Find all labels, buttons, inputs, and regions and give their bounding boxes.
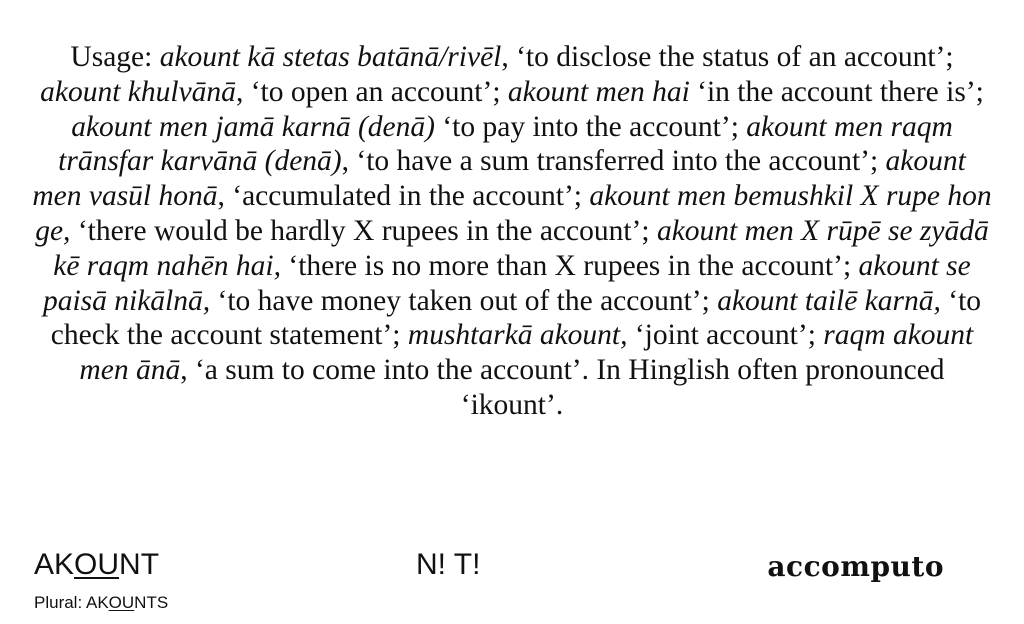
usage-gloss: ‘to have money taken out of the account’; — [210, 284, 718, 317]
usage-phrase: akount men X rūpē se zyādā kē raqm nahēn hai, — [53, 214, 989, 282]
headword-block — [34, 548, 168, 614]
usage-gloss: , ‘accumulated in the account’; — [217, 180, 590, 213]
plural-stress-underline: OU — [108, 593, 135, 612]
usage-phrase: raqm akount men ānā — [79, 319, 974, 387]
usage-gloss: ‘to check the account statement’; — [50, 284, 982, 352]
part-of-speech: N! T! — [416, 548, 481, 581]
usage-phrase: akount khulvānā — [40, 75, 236, 108]
plural-form: Plural: AKOUNTS — [34, 593, 169, 612]
usage-phrase: akount men jamā karnā (denā) — [71, 110, 435, 143]
usage-gloss: ‘joint account’; — [627, 319, 824, 352]
usage-gloss: , ‘to open an account’; — [235, 75, 508, 108]
usage-phrase: akount men raqm trānsfar karvānā (denā) — [58, 110, 953, 178]
usage-phrase: akount men hai — [507, 75, 690, 108]
usage-phrase: mushtarkā akount, — [407, 319, 628, 352]
usage-gloss: , ‘to have a sum transferred into the account’; — [341, 145, 886, 178]
headword-stress-underline: OU — [74, 548, 120, 581]
usage-label: Usage: — [70, 41, 160, 73]
usage-gloss: ‘to pay into the account’; — [434, 110, 747, 143]
usage-gloss: ‘there is no more than X rupees in the account’; — [281, 249, 859, 282]
usage-phrase: akount se paisā nikālnā, — [42, 249, 971, 317]
usage-gloss: , ‘to disclose the status of an account’; — [501, 41, 954, 73]
usage-gloss: , ‘a sum to come into the account’. In Hinglish often pronounced ‘ikount’. — [180, 354, 945, 421]
usage-gloss: ‘there would be hardly X rupees in the account’; — [70, 214, 657, 247]
usage-phrase: akount kā stetas batānā/rivēl — [159, 41, 502, 73]
usage-phrase: akount men bemushkil X rupe hon ge, — [35, 180, 992, 247]
usage-phrase: akount tailē karnā, — [717, 284, 941, 317]
etymology: accomputo — [767, 550, 944, 583]
headword: AKOUNT — [34, 548, 160, 581]
usage-paragraph — [30, 40, 994, 423]
usage-gloss: ‘in the account there is’; — [689, 75, 984, 108]
usage-phrase: akount men vasūl honā — [32, 145, 966, 213]
